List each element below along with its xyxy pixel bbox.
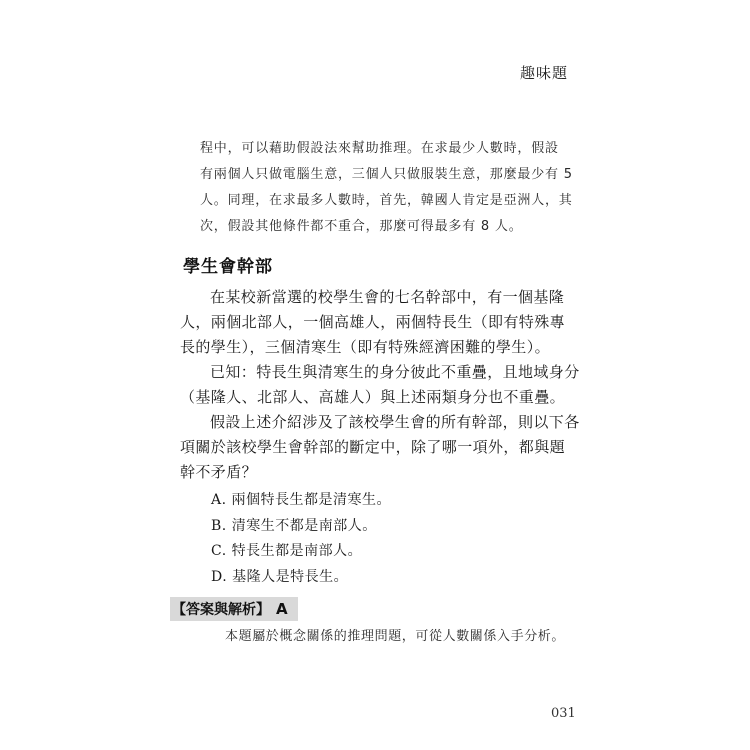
intro-line: 人。同理，在求最多人數時，首先，韓國人肯定是亞洲人，其 bbox=[200, 193, 573, 208]
page-number: 031 bbox=[551, 706, 576, 721]
intro-line: 有兩個人只做電腦生意，三個人只做服裝生意，那麼最少有 5 bbox=[200, 167, 573, 182]
section-title: 學生會幹部 bbox=[183, 257, 273, 277]
problem-paragraph-3: 假設上述介紹涉及了該校學生會的所有幹部，則以下各項關於該校學生會幹部的斷定中，除了哪一項外，都與題幹不矛盾？ bbox=[180, 413, 580, 481]
running-header: 趣味題 bbox=[519, 64, 568, 82]
problem-paragraph-1: 在某校新當選的校學生會的七名幹部中，有一個基隆人，兩個北部人，一個高雄人，兩個特長生（即有特殊專長的學生），三個清寒生（即有特殊經濟困難的學生）。 bbox=[180, 288, 566, 356]
answer-letter: A bbox=[276, 600, 288, 618]
explanation-text: 本題屬於概念關係的推理問題，可從人數關係入手分析。 bbox=[225, 629, 566, 644]
intro-line: 程中，可以藉助假設法來幫助推理。在求最少人數時，假設 bbox=[200, 141, 559, 156]
problem-statement bbox=[180, 285, 580, 485]
answer-options bbox=[211, 488, 581, 590]
option-d: D. 基隆人是特長生。 bbox=[211, 568, 349, 585]
intro-paragraph bbox=[200, 136, 580, 240]
option-b: B. 清寒生不都是南部人。 bbox=[211, 517, 377, 534]
option-c: C. 特長生都是南部人。 bbox=[211, 543, 363, 559]
answer-banner bbox=[170, 597, 298, 621]
problem-paragraph-2: 已知：特長生與清寒生的身分彼此不重疊，且地域身分（基隆人、北部人、高雄人）與上述兩類身分也不重疊。 bbox=[180, 363, 580, 406]
intro-line: 次，假設其他條件都不重合，那麼可得最多有 8 人。 bbox=[200, 219, 523, 234]
option-a: A. 兩個特長生都是清寒生。 bbox=[211, 492, 392, 508]
answer-label: 【答案與解析】 bbox=[172, 602, 270, 618]
